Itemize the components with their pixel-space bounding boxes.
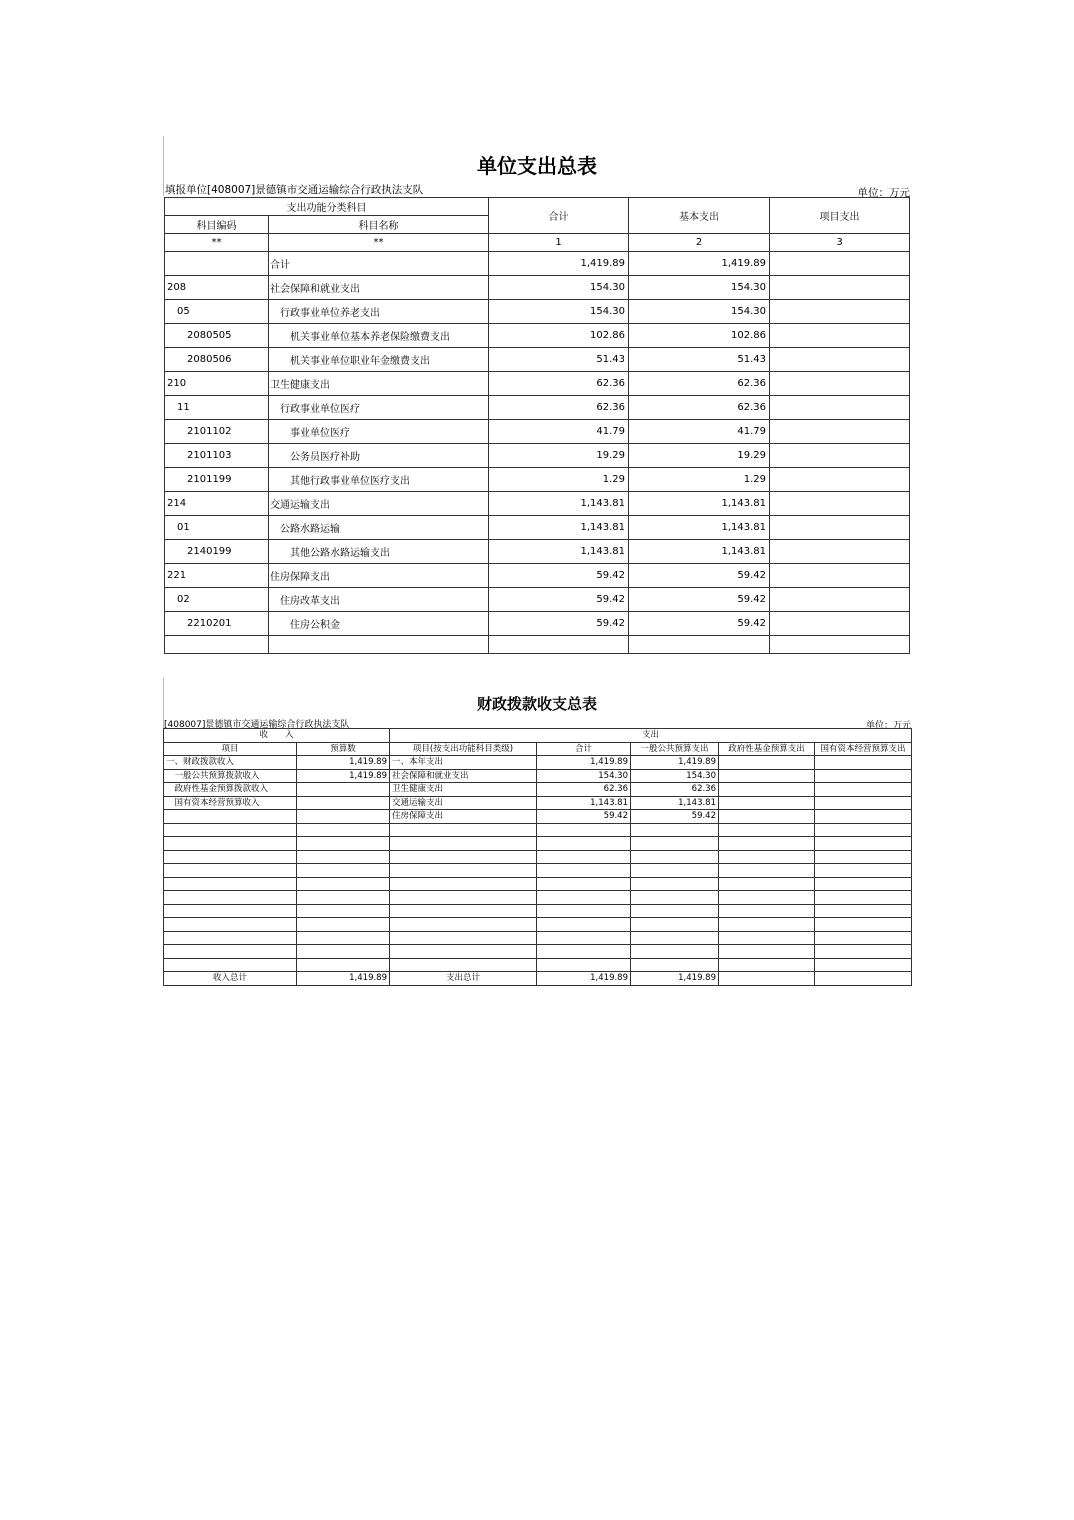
table2-empty-cell (631, 877, 719, 891)
table2-cell-out-gov (719, 796, 815, 810)
table1-header-project: 项目支出 (770, 198, 910, 234)
table2-empty-cell (537, 864, 631, 878)
table1-header-idx3: 3 (770, 234, 910, 252)
table2-empty-row (164, 958, 912, 972)
table2-empty-cell (164, 837, 297, 851)
table2-cell-in-item: 一、财政拨款收入 (164, 756, 297, 770)
table2-empty-row (164, 877, 912, 891)
table2-empty-cell (631, 931, 719, 945)
table2-empty-cell (390, 958, 537, 972)
table1-cell-basic: 1,143.81 (629, 516, 770, 540)
table2-row (164, 769, 912, 783)
table2-empty-cell (815, 918, 912, 932)
table2-cell-in-item: 国有资本经营预算收入 (164, 796, 297, 810)
table2-empty-cell (537, 891, 631, 905)
table1-row (165, 588, 910, 612)
table1-cell-basic: 1,143.81 (629, 540, 770, 564)
table1-cell-basic: 59.42 (629, 612, 770, 636)
table2-empty-row (164, 823, 912, 837)
table1-cell-project (770, 612, 910, 636)
table2-cell-out-item: 交通运输支出 (390, 796, 537, 810)
table2-empty-cell (164, 823, 297, 837)
table1-cell-project (770, 588, 910, 612)
table2-empty-cell (537, 850, 631, 864)
table1-cell-project (770, 276, 910, 300)
table1-header-name-idx: ** (269, 234, 489, 252)
table2-empty-cell (390, 837, 537, 851)
table1-cell-name: 行政事业单位养老支出 (269, 300, 489, 324)
table2-empty-cell (164, 918, 297, 932)
table1-cell-total: 51.43 (489, 348, 629, 372)
table1-header-group: 支出功能分类科目 (165, 198, 489, 216)
table2-cell-out-total: 154.30 (537, 769, 631, 783)
table2-header-general: 一般公共预算支出 (631, 742, 719, 756)
table1-cell-code: 11 (165, 396, 269, 420)
table1-cell-basic: 41.79 (629, 420, 770, 444)
table1-row (165, 444, 910, 468)
table1-row (165, 276, 910, 300)
table1-cell-total: 1.29 (489, 468, 629, 492)
table2-empty-cell (719, 945, 815, 959)
table2-cell-out-general: 62.36 (631, 783, 719, 797)
table1-cell-project (770, 540, 910, 564)
table2-empty-cell (390, 918, 537, 932)
table1-cell-project (770, 324, 910, 348)
table1-cell-total: 59.42 (489, 564, 629, 588)
table2-empty-cell (390, 850, 537, 864)
table2-cell-out-state (815, 810, 912, 824)
table2-empty-row (164, 931, 912, 945)
table1-cell-name: 机关事业单位职业年金缴费支出 (269, 348, 489, 372)
table2-cell-in-item (164, 810, 297, 824)
table2-total-row (164, 972, 912, 986)
table2-total-out-state (815, 972, 912, 986)
table1-cell-total: 62.36 (489, 372, 629, 396)
table2-empty-cell (631, 864, 719, 878)
table1-cell-name: 其他公路水路运输支出 (269, 540, 489, 564)
table2-empty-cell (164, 864, 297, 878)
table2-empty-cell (390, 864, 537, 878)
table1-cell-total: 1,143.81 (489, 540, 629, 564)
table2-cell-out-item: 住房保障支出 (390, 810, 537, 824)
table1-org: 填报单位[408007]景德镇市交通运输综合行政执法支队 (165, 184, 424, 196)
table2-empty-cell (164, 931, 297, 945)
table2-empty-row (164, 904, 912, 918)
table1-cell-basic: 51.43 (629, 348, 770, 372)
table1-cell-name: 行政事业单位医疗 (269, 396, 489, 420)
table1-cell-total: 59.42 (489, 612, 629, 636)
table2-empty-row (164, 891, 912, 905)
table1-cell-name: 公路水路运输 (269, 516, 489, 540)
table2-cell-in-amount (297, 783, 390, 797)
table2-empty-cell (164, 891, 297, 905)
table2-empty-cell (297, 945, 390, 959)
table2-row (164, 756, 912, 770)
table2-header-state-capital: 国有资本经营预算支出 (815, 742, 912, 756)
table2-empty-cell (815, 945, 912, 959)
table2-row (164, 796, 912, 810)
table2-empty-cell (815, 904, 912, 918)
table1-row (165, 420, 910, 444)
table1-header-idx2: 2 (629, 234, 770, 252)
table2-cell-out-state (815, 769, 912, 783)
table1-cell-basic: 59.42 (629, 564, 770, 588)
table2-empty-cell (719, 850, 815, 864)
table1-cell-code: 01 (165, 516, 269, 540)
table2-cell-out-state (815, 796, 912, 810)
table2-header-income: 收 入 (164, 729, 390, 743)
table1-row (165, 612, 910, 636)
table2-cell-out-gov (719, 756, 815, 770)
table1-empty-cell (269, 636, 489, 654)
table1-cell-project (770, 516, 910, 540)
table1-empty-cell (489, 636, 629, 654)
table2-empty-cell (390, 891, 537, 905)
table1-cell-total: 19.29 (489, 444, 629, 468)
table2-title: 财政拨款收支总表 (476, 695, 597, 713)
table1-cell-total: 62.36 (489, 396, 629, 420)
table2-header-expense: 支出 (390, 729, 912, 743)
table2-cell-out-state (815, 756, 912, 770)
table2-header-total: 合计 (537, 742, 631, 756)
table2-empty-cell (537, 945, 631, 959)
table1-cell-project (770, 348, 910, 372)
table1-cell-code: 2080506 (165, 348, 269, 372)
table1-cell-project (770, 468, 910, 492)
table1-cell-project (770, 300, 910, 324)
table1-cell-basic: 19.29 (629, 444, 770, 468)
table2-cell-in-amount: 1,419.89 (297, 756, 390, 770)
table1-row (165, 516, 910, 540)
table2-empty-cell (297, 850, 390, 864)
table1-cell-name: 机关事业单位基本养老保险缴费支出 (269, 324, 489, 348)
table2-empty-cell (297, 931, 390, 945)
table2-empty-cell (537, 904, 631, 918)
table2-empty-cell (390, 823, 537, 837)
table1-header-basic: 基本支出 (629, 198, 770, 234)
table1-cell-basic: 154.30 (629, 300, 770, 324)
table1-cell-project (770, 372, 910, 396)
table2-empty-cell (631, 918, 719, 932)
table2-total-out-label: 支出总计 (390, 972, 537, 986)
table2-cell-in-amount (297, 810, 390, 824)
table1-empty-cell (770, 636, 910, 654)
table2-unit: 单位：万元 (865, 721, 911, 731)
table2-empty-cell (164, 958, 297, 972)
table2-empty-cell (537, 931, 631, 945)
table2-empty-cell (815, 891, 912, 905)
table2-empty-cell (719, 958, 815, 972)
table2-cell-out-item: 社会保障和就业支出 (390, 769, 537, 783)
table1-row (165, 468, 910, 492)
table2-empty-row (164, 918, 912, 932)
table2-empty-cell (297, 864, 390, 878)
table1-cell-code: 2101199 (165, 468, 269, 492)
table2 (163, 728, 912, 986)
table1-cell-basic: 1.29 (629, 468, 770, 492)
table2-cell-out-total: 1,419.89 (537, 756, 631, 770)
table1-cell-total: 154.30 (489, 276, 629, 300)
table1-cell-code: 2140199 (165, 540, 269, 564)
table2-empty-cell (390, 931, 537, 945)
table1-row (165, 372, 910, 396)
table2-cell-out-item: 卫生健康支出 (390, 783, 537, 797)
table2-empty-cell (631, 958, 719, 972)
table2-cell-out-general: 1,419.89 (631, 756, 719, 770)
table2-row (164, 783, 912, 797)
table1-cell-name: 住房保障支出 (269, 564, 489, 588)
table1-empty-cell (629, 636, 770, 654)
table2-empty-cell (631, 850, 719, 864)
table1-header-code-idx: ** (165, 234, 269, 252)
table1-cell-total: 1,143.81 (489, 516, 629, 540)
table1-cell-project (770, 396, 910, 420)
table1-cell-project (770, 564, 910, 588)
table1-cell-name: 合计 (269, 252, 489, 276)
table2-empty-cell (164, 904, 297, 918)
table2-cell-out-total: 62.36 (537, 783, 631, 797)
table1-cell-name: 事业单位医疗 (269, 420, 489, 444)
table2-cell-in-item: 一般公共预算拨款收入 (164, 769, 297, 783)
table1-cell-project (770, 252, 910, 276)
table2-empty-cell (390, 877, 537, 891)
table2-empty-cell (297, 904, 390, 918)
table2-cell-out-general: 154.30 (631, 769, 719, 783)
table2-cell-out-total: 1,143.81 (537, 796, 631, 810)
table1-cell-name: 卫生健康支出 (269, 372, 489, 396)
table2-empty-cell (815, 931, 912, 945)
table2-empty-cell (719, 877, 815, 891)
table1-row (165, 252, 910, 276)
table1-header-code: 科目编码 (165, 216, 269, 234)
table1-cell-name: 社会保障和就业支出 (269, 276, 489, 300)
table2-org: [408007]景德镇市交通运输综合行政执法支队 (164, 720, 350, 730)
table2-empty-cell (297, 891, 390, 905)
table1-title: 单位支出总表 (477, 154, 597, 178)
table2-empty-cell (631, 945, 719, 959)
table2-empty-cell (297, 837, 390, 851)
table1-header-name: 科目名称 (269, 216, 489, 234)
table1-cell-basic: 102.86 (629, 324, 770, 348)
table1-cell-code: 2101102 (165, 420, 269, 444)
table2-empty-cell (719, 904, 815, 918)
table2-empty-row (164, 945, 912, 959)
table2-cell-out-gov (719, 783, 815, 797)
table1-cell-name: 其他行政事业单位医疗支出 (269, 468, 489, 492)
table2-empty-cell (297, 958, 390, 972)
table2-empty-cell (719, 823, 815, 837)
table1 (164, 197, 910, 654)
table2-empty-cell (390, 904, 537, 918)
table1-cell-code: 02 (165, 588, 269, 612)
table1-cell-project (770, 444, 910, 468)
table1-header-idx1: 1 (489, 234, 629, 252)
table1-cell-basic: 154.30 (629, 276, 770, 300)
table2-empty-cell (815, 864, 912, 878)
table2-empty-row (164, 837, 912, 851)
table1-empty-row (165, 636, 910, 654)
table1-row (165, 492, 910, 516)
table2-empty-cell (297, 918, 390, 932)
table2-empty-cell (815, 877, 912, 891)
table2-header-gov-fund: 政府性基金预算支出 (719, 742, 815, 756)
table2-header-exp-item: 项目(按支出功能科目类级) (390, 742, 537, 756)
table2-empty-cell (631, 904, 719, 918)
table1-cell-basic: 59.42 (629, 588, 770, 612)
table1-cell-basic: 62.36 (629, 396, 770, 420)
table2-total-out-gov (719, 972, 815, 986)
table2-total-in-amount: 1,419.89 (297, 972, 390, 986)
table1-cell-total: 154.30 (489, 300, 629, 324)
table1-row (165, 396, 910, 420)
table2-header-item: 项目 (164, 742, 297, 756)
table2-empty-cell (297, 823, 390, 837)
table2-cell-in-amount: 1,419.89 (297, 769, 390, 783)
table2-total-out-general: 1,419.89 (631, 972, 719, 986)
table2-total-in-label: 收入总计 (164, 972, 297, 986)
table2-empty-cell (537, 877, 631, 891)
table2-empty-cell (164, 850, 297, 864)
table1-cell-basic: 1,419.89 (629, 252, 770, 276)
table2-empty-cell (537, 918, 631, 932)
table2-cell-out-gov (719, 810, 815, 824)
table1-cell-project (770, 492, 910, 516)
table2-cell-out-total: 59.42 (537, 810, 631, 824)
table2-empty-cell (631, 891, 719, 905)
table1-cell-name: 公务员医疗补助 (269, 444, 489, 468)
table2-empty-cell (719, 918, 815, 932)
table2-empty-cell (631, 823, 719, 837)
table1-cell-code: 210 (165, 372, 269, 396)
table2-cell-in-amount (297, 796, 390, 810)
table2-empty-cell (164, 945, 297, 959)
table2-empty-cell (390, 945, 537, 959)
table2-empty-cell (719, 891, 815, 905)
table1-row (165, 324, 910, 348)
table1-row (165, 564, 910, 588)
table2-cell-in-item: 政府性基金预算拨款收入 (164, 783, 297, 797)
table1-cell-total: 102.86 (489, 324, 629, 348)
table2-empty-cell (537, 837, 631, 851)
table1-cell-basic: 62.36 (629, 372, 770, 396)
table2-empty-cell (815, 850, 912, 864)
table1-cell-code: 214 (165, 492, 269, 516)
table1-cell-code: 2101103 (165, 444, 269, 468)
table1-cell-code: 221 (165, 564, 269, 588)
table2-header-budget: 预算数 (297, 742, 390, 756)
table1-unit: 单位：万元 (857, 187, 910, 199)
table1-header-total: 合计 (489, 198, 629, 234)
table2-empty-cell (537, 958, 631, 972)
table1-row (165, 540, 910, 564)
table1-cell-basic: 1,143.81 (629, 492, 770, 516)
table1-row (165, 300, 910, 324)
table1-cell-code (165, 252, 269, 276)
table2-empty-row (164, 864, 912, 878)
table2-empty-cell (815, 958, 912, 972)
table1-cell-code: 05 (165, 300, 269, 324)
table2-cell-out-item: 一、本年支出 (390, 756, 537, 770)
table2-empty-cell (297, 877, 390, 891)
table2-cell-out-state (815, 783, 912, 797)
table2-empty-cell (164, 877, 297, 891)
table2-empty-cell (631, 837, 719, 851)
table2-cell-out-general: 59.42 (631, 810, 719, 824)
table1-cell-name: 住房改革支出 (269, 588, 489, 612)
table2-empty-cell (815, 823, 912, 837)
table1-cell-total: 41.79 (489, 420, 629, 444)
table1-cell-code: 2080505 (165, 324, 269, 348)
table2-empty-cell (719, 931, 815, 945)
table2-empty-cell (537, 823, 631, 837)
table2-cell-out-gov (719, 769, 815, 783)
table1-cell-total: 1,419.89 (489, 252, 629, 276)
table2-empty-cell (719, 837, 815, 851)
table2-empty-row (164, 850, 912, 864)
table1-cell-code: 208 (165, 276, 269, 300)
table2-cell-out-general: 1,143.81 (631, 796, 719, 810)
table1-cell-total: 59.42 (489, 588, 629, 612)
table1-cell-total: 1,143.81 (489, 492, 629, 516)
table1-cell-project (770, 420, 910, 444)
table1-cell-code: 2210201 (165, 612, 269, 636)
table2-empty-cell (815, 837, 912, 851)
table1-cell-name: 交通运输支出 (269, 492, 489, 516)
table2-total-out-total: 1,419.89 (537, 972, 631, 986)
table1-empty-cell (165, 636, 269, 654)
table2-empty-cell (719, 864, 815, 878)
table1-row (165, 348, 910, 372)
table1-cell-name: 住房公积金 (269, 612, 489, 636)
table2-row (164, 810, 912, 824)
